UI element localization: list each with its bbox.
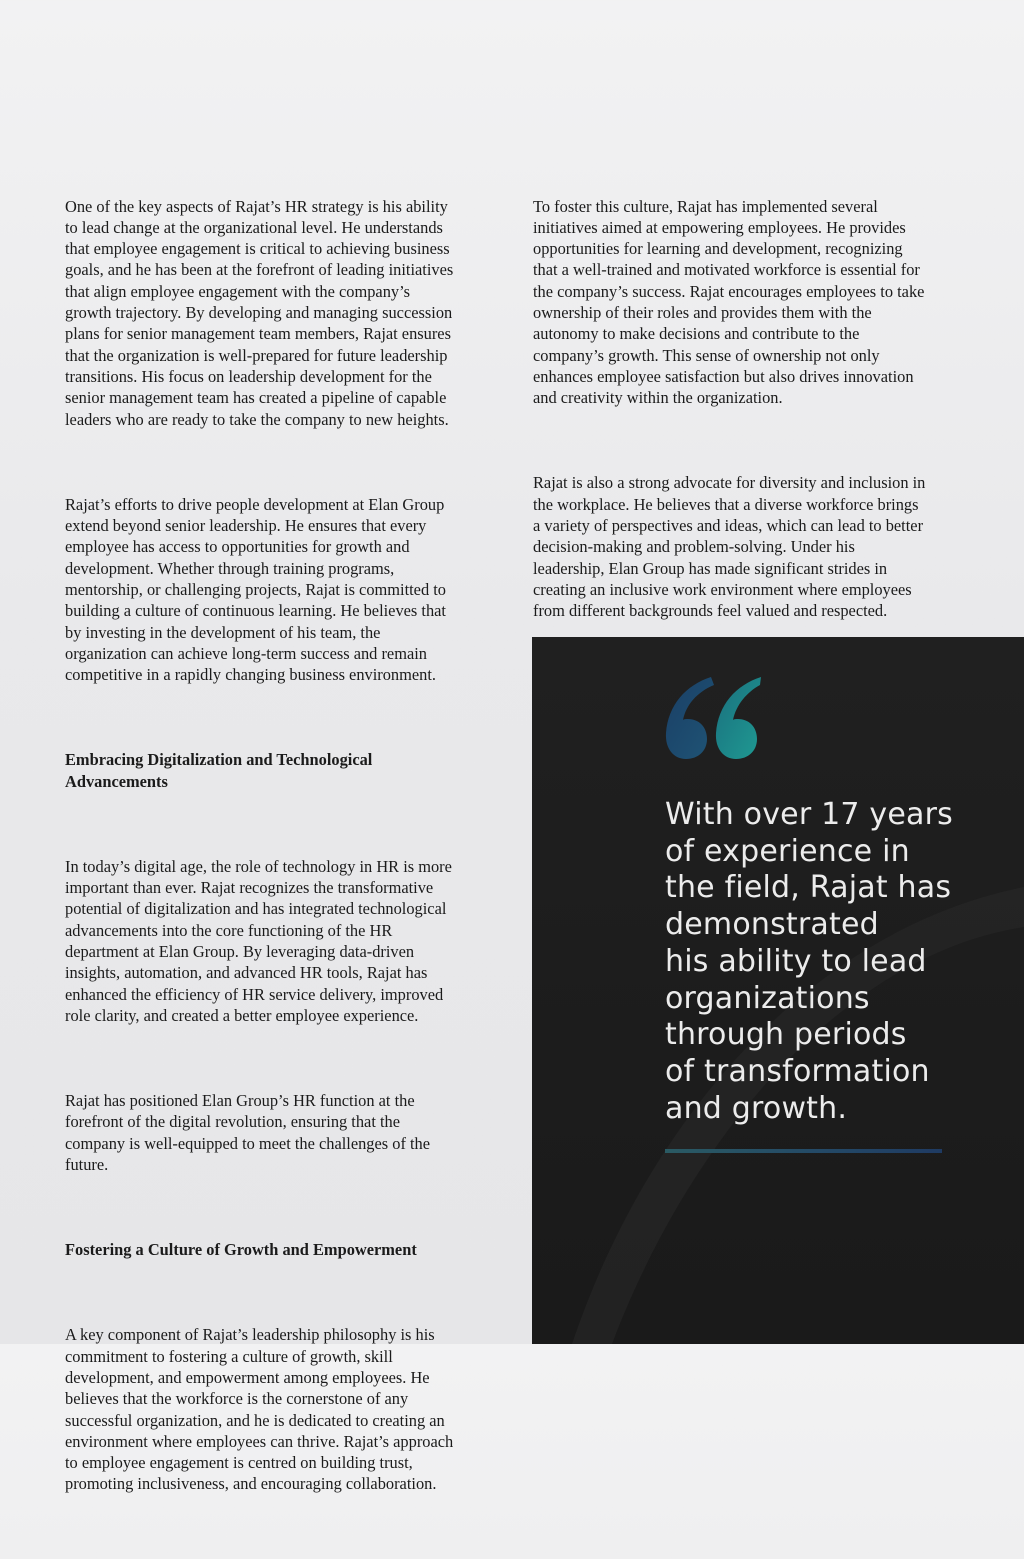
paragraph-foster-culture: To foster this culture, Rajat has implemented several initiatives aimed at empowering employees. He provides opportunities for learning and development, recognizing that a well-trained and motivated workforce is essential for the company’s success. Rajat encourages employees to take ownership of their roles and provides them with the autonomy to make decisions and contribute to the company’s growth. This sense of ownership not only enhances employee satisfaction but also drives innovation and creativity within the organization. [533, 196, 925, 408]
section-heading-digitalization: Embracing Digitalization and Technological Advancements [65, 750, 373, 791]
section-heading-growth-empowerment: Fostering a Culture of Growth and Empowerment [65, 1240, 417, 1260]
quote-mark-icon [664, 675, 762, 761]
paragraph-digital-age: In today’s digital age, the role of technology in HR is more important than ever. Rajat recognizes the transformative potential of digitalization and has integrated technological advancements into the core functioning of the HR department at Elan Group. By leveraging data-driven insights, automation, and advanced HR tools, Rajat has enhanced the efficiency of HR service delivery, improved role clarity, and created a better employee experience. [65, 856, 452, 1025]
paragraph-leadership-philosophy: A key component of Rajat’s leadership philosophy is his commitment to fostering a culture of growth, skill development, and empowerment among employees. He believes that the workforce is the cornerstone of any successful organization, and he is dedicated to creating an environment where employees can thrive. Rajat’s approach to employee engagement is centred on building trust, promoting inclusiveness, and encouraging collaboration. [65, 1325, 454, 1494]
paragraph-digital-revolution: Rajat has positioned Elan Group’s HR function at the forefront of the digital revolution, ensuring that the company is well-equipped to meet the challenges of the future. [65, 1091, 431, 1174]
left-text-column [65, 153, 495, 1559]
right-text-column [533, 153, 973, 685]
paragraph-change-leadership: One of the key aspects of Rajat’s HR strategy is his ability to lead change at the organizational level. He understands that employee engagement is critical to achieving business goals, and he has been at the forefront of leading initiatives that align employee engagement with the company’s growth trajectory. By developing and managing succession plans for senior management team members, Rajat ensures that the organization is well-prepared for future leadership transitions. His focus on leadership development for the senior management team has created a pipeline of capable leaders who are ready to take the company to new heights. [65, 196, 454, 429]
paragraph-diversity-inclusion: Rajat is also a strong advocate for diversity and inclusion in the workplace. He believes that a diverse workforce brings a variety of perspectives and ideas, which can lead to better decision-making and problem-solving. Under his leadership, Elan Group has made significant strides in creating an inclusive work environment where employees from different backgrounds feel valued and respected. [533, 473, 926, 621]
pull-quote-text: With over 17 years of experience in the field, Rajat has demonstrated his ability to lead organizations through periods of transformation and growth. [665, 797, 953, 1126]
pull-quote-divider [665, 1149, 942, 1153]
pull-quote-panel [532, 637, 1024, 1344]
paragraph-people-development: Rajat’s efforts to drive people development at Elan Group extend beyond senior leadership. He ensures that every employee has access to opportunities for growth and development. Whether through training programs, mentorship, or challenging projects, Rajat is committed to building a culture of continuous learning. He believes that by investing in the development of his team, the organization can achieve long-term success and remain competitive in a rapidly changing business environment. [65, 494, 447, 685]
